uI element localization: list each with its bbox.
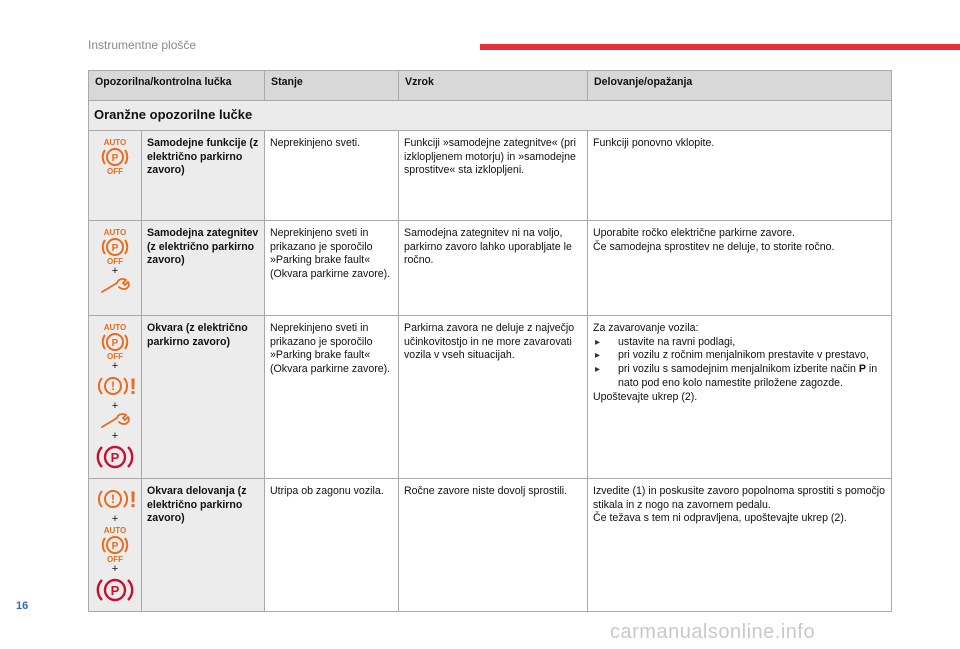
watermark: carmanualsonline.info: [610, 621, 816, 643]
svg-text:P: P: [110, 449, 120, 465]
table-row: [89, 220, 892, 315]
plus-sign: +: [111, 512, 119, 525]
cause-cell: Parkirna zavora ne deluje z največjo učinkovitostjo in ne more zavarovati vozila v vseh situacijah.: [399, 315, 588, 478]
col-header-light: Opozorilna/kontrolna lučka: [89, 71, 265, 101]
park-brake-red-icon: [96, 442, 134, 472]
action-cell: Funkciji ponovno vklopite.: [588, 130, 892, 220]
list-item: ▸ pri vozilu z ročnim menjalnikom prestavite v prestavo,: [593, 349, 886, 363]
cause-cell: Ročne zavore niste dovolj sprostili.: [399, 478, 588, 611]
list-item: ▸ ustavite na ravni podlagi,: [593, 336, 886, 350]
wrench-icon: [99, 277, 131, 295]
svg-text:AUTO: AUTO: [103, 322, 127, 332]
action-intro: Za zavarovanje vozila:: [593, 321, 699, 334]
page-number: 16: [16, 600, 29, 612]
warning-lights-table: [88, 70, 892, 612]
header-title: Instrumentne plošče: [88, 38, 197, 52]
svg-text:P: P: [111, 540, 119, 552]
list-item: ▸ pri vozilu s samodejnim menjalnikom izberite način P in nato pod eno kolo namestite priložene zagozde.: [593, 363, 886, 391]
brake-warning-icon: [91, 372, 139, 400]
svg-text:AUTO: AUTO: [103, 227, 127, 237]
svg-text:P: P: [111, 337, 119, 349]
auto-park-off-icon: [98, 227, 132, 265]
action-line: Če samodejna sprostitev ne deluje, to storite ročno.: [593, 240, 835, 253]
action-line: Uporabite ročko električne parkirne zavore.: [593, 226, 795, 239]
light-name: Samodejne funkcije (z električno parkirno zavoro): [142, 130, 265, 220]
action-outro: Upoštevajte ukrep (2).: [593, 390, 698, 403]
svg-text:OFF: OFF: [107, 166, 123, 175]
action-cell: [588, 220, 892, 315]
table-row: [89, 315, 892, 478]
park-brake-red-icon: [96, 575, 134, 605]
svg-text:OFF: OFF: [107, 256, 123, 265]
action-list: [593, 336, 886, 391]
header-accent-bar: [480, 44, 960, 50]
icon-cell: [89, 220, 142, 315]
col-header-state: Stanje: [265, 71, 399, 101]
plus-sign: +: [111, 429, 119, 442]
light-name: Okvara delovanja (z električno parkirno zavoro): [142, 478, 265, 611]
svg-text:AUTO: AUTO: [103, 525, 127, 535]
svg-text:P: P: [110, 582, 120, 598]
table-header-row: [89, 71, 892, 101]
state-cell: Neprekinjeno sveti in prikazano je sporočilo »Parking brake fault« (Okvara parkirne zavore).: [265, 220, 399, 315]
cause-cell: Samodejna zategnitev ni na voljo, parkirno zavoro lahko uporabljate le ročno.: [399, 220, 588, 315]
section-title: Oranžne opozorilne lučke: [89, 101, 892, 131]
plus-sign: +: [111, 264, 119, 277]
auto-park-off-icon: [98, 525, 132, 563]
icon-cell: [89, 130, 142, 220]
auto-park-off-icon: [98, 322, 132, 360]
svg-text:OFF: OFF: [107, 351, 123, 360]
table-row: [89, 478, 892, 611]
plus-sign: +: [111, 562, 119, 575]
action-line: Izvedite (1) in poskusite zavoro popolnoma sprostiti s pomočjo stikala in z nogo na zavornem pedalu.: [593, 484, 886, 511]
wrench-icon: [99, 412, 131, 430]
state-cell: Neprekinjeno sveti in prikazano je sporočilo »Parking brake fault« (Okvara parkirne zavore).: [265, 315, 399, 478]
svg-text:AUTO: AUTO: [103, 137, 127, 147]
plus-sign: +: [111, 359, 119, 372]
icon-cell: [89, 315, 142, 478]
state-cell: Utripa ob zagonu vozila.: [265, 478, 399, 611]
svg-text:!: !: [111, 378, 115, 393]
section-row: [89, 101, 892, 131]
light-name: Okvara (z električno parkirno zavoro): [142, 315, 265, 478]
svg-text:P: P: [111, 242, 119, 254]
icon-cell: [89, 478, 142, 611]
state-cell: Neprekinjeno sveti.: [265, 130, 399, 220]
plus-sign: +: [111, 399, 119, 412]
svg-text:!: !: [129, 486, 137, 512]
col-header-action: Delovanje/opažanja: [588, 71, 892, 101]
svg-text:!: !: [129, 373, 137, 399]
svg-text:P: P: [111, 152, 119, 164]
auto-park-off-icon: [98, 137, 132, 175]
action-cell: [588, 478, 892, 611]
col-header-cause: Vzrok: [399, 71, 588, 101]
cause-cell: Funkciji »samodejne zategnitve« (pri izklopljenem motorju) in »samodejne sprostitve« sta izklopljeni.: [399, 130, 588, 220]
svg-text:!: !: [111, 491, 115, 506]
svg-text:OFF: OFF: [107, 554, 123, 563]
light-name: Samodejna zategnitev (z električno parkirno zavoro): [142, 220, 265, 315]
brake-warning-icon: [91, 485, 139, 513]
table-row: [89, 130, 892, 220]
action-cell: [588, 315, 892, 478]
action-line: Če težava s tem ni odpravljena, upoštevajte ukrep (2).: [593, 512, 847, 525]
